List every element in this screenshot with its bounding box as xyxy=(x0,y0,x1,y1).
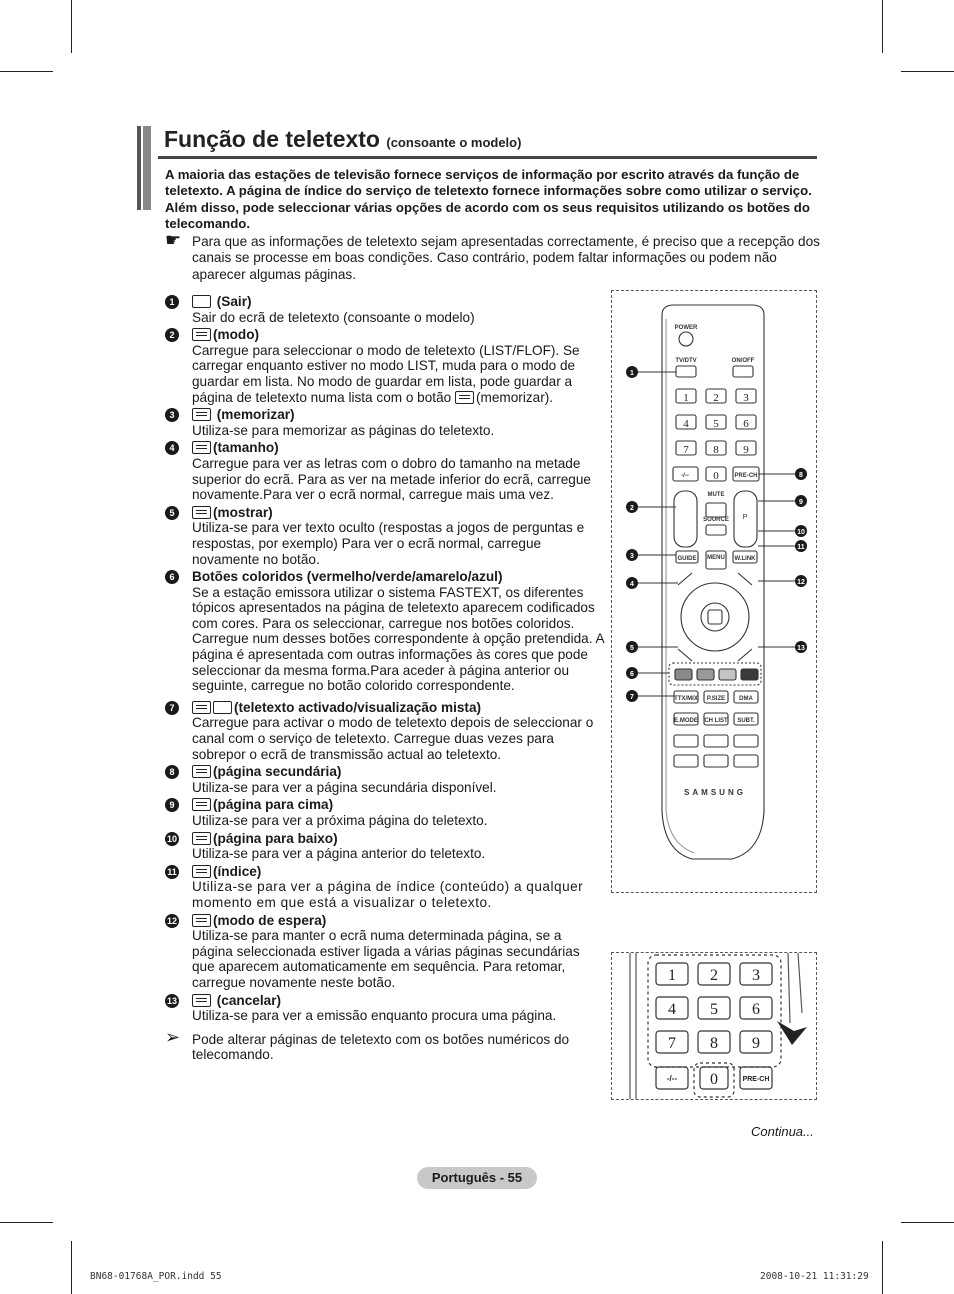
tip-text: Pode alterar páginas de teletexto com os botões numéricos do telecomando. xyxy=(192,1031,570,1063)
item-number: 4 xyxy=(165,441,179,455)
item-head: (tamanho) xyxy=(213,440,279,456)
svg-text:9: 9 xyxy=(799,499,803,506)
title-decoration xyxy=(137,126,151,210)
svg-text:GUIDE: GUIDE xyxy=(677,556,697,562)
svg-text:0: 0 xyxy=(713,470,719,482)
title-main: Função de teletexto xyxy=(164,126,380,152)
item-body: Carregue para activar o modo de teletexto depois de seleccionar o canal com o serviço de teletexto. Carregue duas vezes para sobrepor o ecrã de transmissão actual ao teletexto. xyxy=(192,715,594,762)
item-head: (página para baixo) xyxy=(213,830,338,846)
item-body-end: (memorizar). xyxy=(476,389,554,405)
svg-text:2: 2 xyxy=(630,505,634,512)
svg-text:2: 2 xyxy=(710,967,718,984)
svg-text:4: 4 xyxy=(668,1001,676,1018)
svg-text:1: 1 xyxy=(683,392,689,404)
svg-text:P: P xyxy=(742,514,748,521)
page-number: Português - 55 xyxy=(417,1167,537,1189)
svg-text:8: 8 xyxy=(710,1035,718,1052)
list-item xyxy=(165,993,605,1024)
item-body: Utiliza-se para memorizar as páginas do teletexto. xyxy=(192,422,495,438)
item-number: 9 xyxy=(165,798,179,812)
svg-text:DMA: DMA xyxy=(739,696,753,702)
item-number: 10 xyxy=(166,833,177,844)
crop-mark xyxy=(882,1241,883,1294)
svg-text:8: 8 xyxy=(799,472,803,479)
page-title xyxy=(164,126,521,153)
item-number: 8 xyxy=(165,765,179,779)
keypad-closeup xyxy=(611,952,817,1100)
cancel-icon xyxy=(192,994,211,1007)
remote-control-drawing xyxy=(612,291,818,894)
svg-text:MENU: MENU xyxy=(707,555,725,561)
size-icon xyxy=(192,441,211,454)
item-head: (teletexto activado/visualização mista) xyxy=(234,699,482,715)
svg-text:ON/OFF: ON/OFF xyxy=(731,358,755,364)
list-item xyxy=(165,505,605,567)
crop-mark xyxy=(882,0,883,53)
list-item xyxy=(165,569,605,694)
svg-text:E.MODE: E.MODE xyxy=(674,718,698,724)
svg-text:0: 0 xyxy=(710,1071,718,1088)
svg-text:6: 6 xyxy=(630,671,634,678)
svg-text:6: 6 xyxy=(743,418,749,430)
svg-text:POWER: POWER xyxy=(674,325,698,331)
svg-text:12: 12 xyxy=(797,579,805,586)
svg-text:-/--: -/-- xyxy=(681,473,689,479)
item-number: 2 xyxy=(165,328,179,342)
hold-icon xyxy=(192,914,211,927)
reveal-icon xyxy=(192,506,211,519)
svg-text:7: 7 xyxy=(630,694,634,701)
note-paragraph xyxy=(165,230,820,283)
item-number: 3 xyxy=(165,408,179,422)
item-number: 13 xyxy=(166,995,177,1006)
svg-text:PRE-CH: PRE-CH xyxy=(734,473,758,479)
svg-text:TTX/MIX: TTX/MIX xyxy=(674,696,698,702)
svg-text:SOURCE: SOURCE xyxy=(703,517,729,523)
list-item xyxy=(165,700,605,762)
store-icon xyxy=(192,408,211,421)
item-body: Utiliza-se para ver a próxima página do teletexto. xyxy=(192,813,488,828)
list-item xyxy=(165,294,605,325)
continue-label: Continua... xyxy=(751,1124,814,1139)
svg-text:13: 13 xyxy=(797,645,805,652)
item-head: (modo de espera) xyxy=(213,912,327,928)
svg-text:10: 10 xyxy=(797,529,805,536)
svg-text:TV/DTV: TV/DTV xyxy=(675,358,697,364)
crop-mark xyxy=(71,1241,72,1294)
svg-text:-/--: -/-- xyxy=(666,1074,678,1083)
note-text: Para que as informações de teletexto sejam apresentadas correctamente, é preciso que a recepção dos canais se processe em boas condições. Caso contrário, podem faltar informações ou podem não aparecer algumas páginas. xyxy=(192,234,820,282)
list-item xyxy=(165,407,605,438)
item-body: Utiliza-se para ver a página secundária disponível. xyxy=(192,779,497,795)
svg-text:3: 3 xyxy=(630,553,634,560)
svg-text:3: 3 xyxy=(752,967,760,984)
exit-icon xyxy=(192,295,211,308)
crop-mark xyxy=(0,1222,53,1223)
item-head: (índice) xyxy=(213,863,262,879)
item-body: Se a estação emissora utilizar o sistema FASTEXT, os diferentes tópicos apresentados na página de teletexto aparecem codificados com cores. Para os seleccionar, carregue nos botões coloridos. Carregue num desses botões correspondente à opção pretendida. A página é apresentada com outras informações às cores que pode seleccionar da mesma forma.Para aceder à página anterior ou seguinte, carregue no botão colorido correspondente. xyxy=(192,584,604,694)
svg-text:W.LINK: W.LINK xyxy=(734,556,756,562)
item-head: (mostrar) xyxy=(213,504,273,520)
item-head: Botões coloridos (vermelho/verde/amarelo/azul) xyxy=(192,569,503,585)
remote-illustration xyxy=(611,290,817,893)
tip-note xyxy=(165,1026,605,1063)
page-down-icon xyxy=(192,832,211,845)
crop-mark xyxy=(901,1222,954,1223)
svg-text:P.SIZE: P.SIZE xyxy=(706,696,726,702)
pointing-hand-icon: ☛ xyxy=(165,230,182,250)
item-head: (página secundária) xyxy=(213,764,342,780)
svg-text:9: 9 xyxy=(743,444,749,456)
svg-text:5: 5 xyxy=(710,1001,718,1018)
sub-page-icon xyxy=(192,765,211,778)
crop-mark xyxy=(0,71,53,72)
item-body: Utiliza-se para ver a página anterior do teletexto. xyxy=(192,846,486,862)
title-rule xyxy=(158,156,817,159)
item-head: (memorizar) xyxy=(216,407,295,423)
item-number: 12 xyxy=(166,915,177,926)
list-item xyxy=(165,913,605,991)
svg-text:PRE-CH: PRE-CH xyxy=(742,1076,770,1083)
print-slug-file: BN68-01768A_POR.indd 55 xyxy=(90,1271,222,1282)
svg-text:SUBT.: SUBT. xyxy=(737,718,755,724)
svg-text:11: 11 xyxy=(797,544,805,551)
svg-text:7: 7 xyxy=(683,444,689,456)
list-item xyxy=(165,327,605,405)
item-body: Sair do ecrã de teletexto (consoante o modelo) xyxy=(192,309,475,325)
intro-paragraph: A maioria das estações de televisão fornece serviços de informação por escrito através da função de teletexto. A página de índice do serviço de teletexto fornece informações sobre como utilizar o serviço. Além disso, pode seleccionar várias opções de acordo com os seus requisitos utilizando os botões do telecomando. xyxy=(165,167,812,232)
svg-text:2: 2 xyxy=(713,392,719,404)
index-icon xyxy=(192,865,211,878)
item-head: (modo) xyxy=(213,327,260,343)
item-body: Utiliza-se para ver a emissão enquanto procura uma página. xyxy=(192,1008,557,1024)
svg-text:5: 5 xyxy=(713,418,719,430)
item-body: Utiliza-se para manter o ecrã numa determinada página, se a página seleccionada estiver ligada a várias páginas secundárias que aparecem automaticamente em sequência. Para retomar, carregue novamente neste botão. xyxy=(192,928,580,990)
svg-text:4: 4 xyxy=(630,581,634,588)
item-body: Utiliza-se para ver a página de índice (conteúdo) a qualquer momento em que está a visualizar o teletexto. xyxy=(192,879,584,910)
svg-text:MUTE: MUTE xyxy=(707,492,725,498)
mix-icon xyxy=(213,701,232,714)
item-number: 7 xyxy=(165,701,179,715)
item-head: (página para cima) xyxy=(213,797,334,813)
list-item xyxy=(165,440,605,502)
item-head: (Sair) xyxy=(216,294,252,309)
item-number: 5 xyxy=(165,506,179,520)
list-item xyxy=(165,797,605,828)
svg-text:4: 4 xyxy=(683,418,689,430)
svg-text:9: 9 xyxy=(752,1035,760,1052)
list-item xyxy=(165,831,605,862)
mode-icon xyxy=(192,328,211,341)
svg-text:7: 7 xyxy=(668,1035,676,1052)
store-icon xyxy=(455,391,474,404)
item-body: Carregue para ver as letras com o dobro do tamanho na metade superior do ecrã. Para as ver na metade inferior do ecrã, carregue novamente.Para ver o ecrã normal, carregue mais uma vez. xyxy=(192,455,591,503)
item-body: Carregue para seleccionar o modo de teletexto (LIST/FLOF). Se carregar enquanto estiver no modo LIST, muda para o modo de guardar em lista. No modo de guardar em lista, pode guardar a página de teletexto numa lista com o botão xyxy=(192,342,580,405)
item-head: (cancelar) xyxy=(216,992,282,1008)
keypad-closeup-drawing xyxy=(612,953,817,1100)
item-body: Utiliza-se para ver texto oculto (respostas a jogos de perguntas e respostas, por exemplo) Para ver o ecrã normal, carregue novamente no botão. xyxy=(192,520,585,567)
crop-mark xyxy=(901,71,954,72)
item-number: 6 xyxy=(165,570,179,584)
crop-mark xyxy=(71,0,72,53)
feature-list xyxy=(165,294,605,1063)
svg-text:1: 1 xyxy=(630,370,634,377)
svg-text:6: 6 xyxy=(752,1001,760,1018)
teletext-icon xyxy=(192,701,211,714)
title-subtitle: (consoante o modelo) xyxy=(386,135,522,150)
list-item xyxy=(165,764,605,795)
list-item xyxy=(165,864,605,911)
item-number: 11 xyxy=(165,865,179,879)
svg-text:1: 1 xyxy=(668,967,676,984)
svg-text:SAMSUNG: SAMSUNG xyxy=(684,788,746,797)
svg-text:CH LIST: CH LIST xyxy=(704,718,728,724)
svg-text:5: 5 xyxy=(630,645,634,652)
svg-text:3: 3 xyxy=(743,392,749,404)
page-up-icon xyxy=(192,798,211,811)
print-slug-date: 2008-10-21 11:31:29 xyxy=(760,1271,869,1282)
svg-text:8: 8 xyxy=(713,444,719,456)
item-number: 1 xyxy=(165,295,179,309)
arrow-icon: ➢ xyxy=(165,1026,181,1047)
